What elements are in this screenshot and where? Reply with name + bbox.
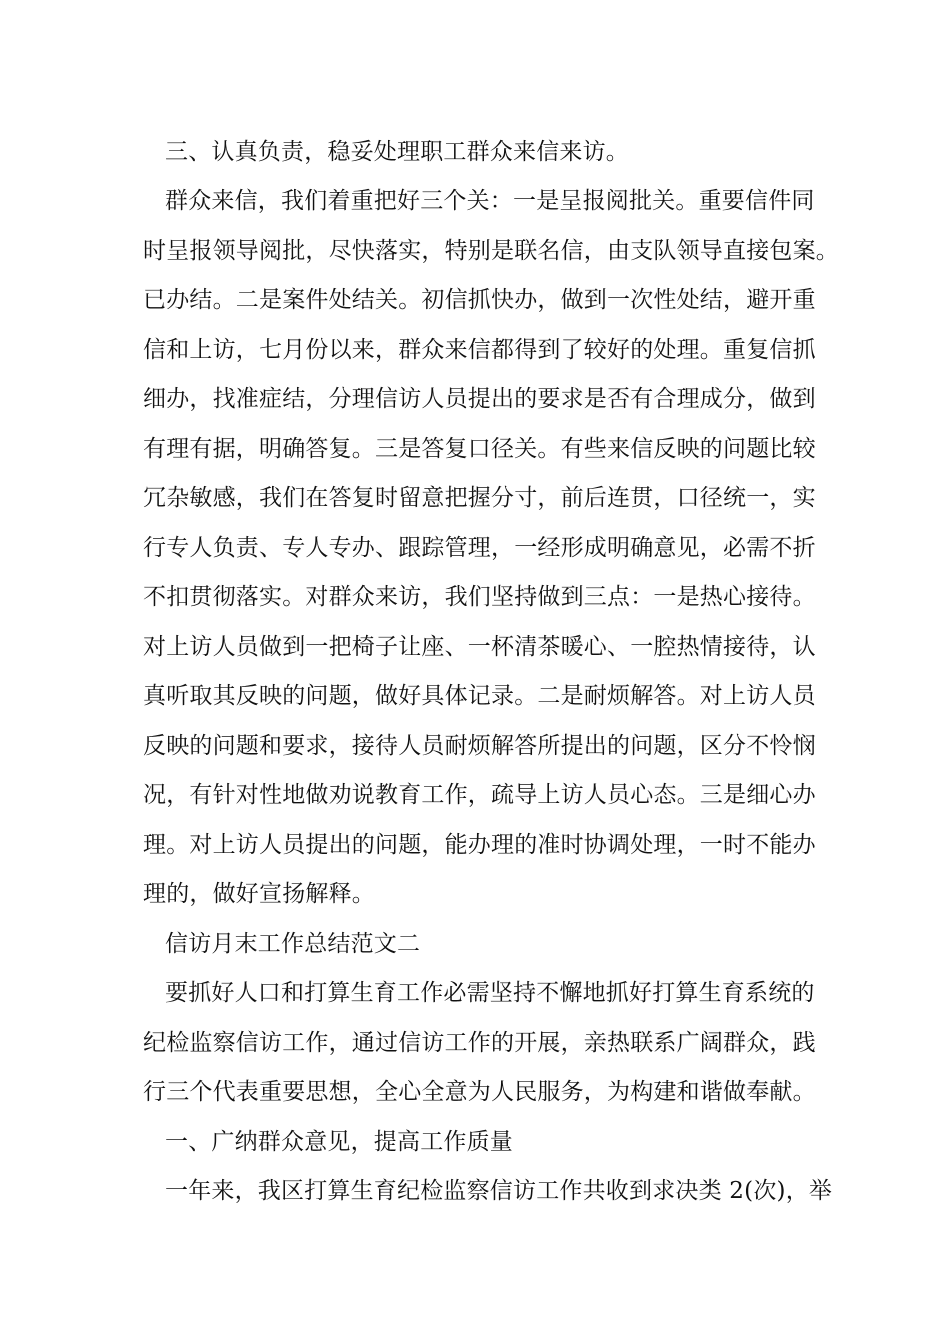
paragraph-line: 冗杂敏感，我们在答复时留意把握分寸，前后连贯，口径统一，实	[143, 485, 816, 511]
paragraph-line: 况，有针对性地做劝说教育工作，疏导上访人员心态。三是细心办	[143, 782, 816, 808]
paragraph-line: 不扣贯彻落实。对群众来访，我们坚持做到三点：一是热心接待。	[143, 584, 816, 610]
paragraph-line: 时呈报领导阅批，尽快落实，特别是联名信，由支队领导直接包案。	[143, 238, 839, 264]
paragraph-line: 行专人负责、专人专办、跟踪管理，一经形成明确意见，必需不折	[143, 535, 816, 561]
paragraph-line: 要抓好人口和打算生育工作必需坚持不懈地抓好打算生育系统的	[165, 980, 815, 1006]
paragraph-line: 一年来，我区打算生育纪检监察信访工作共收到求决类 2(次)，举	[165, 1178, 833, 1204]
paragraph-line: 反映的问题和要求，接待人员耐烦解答所提出的问题，区分不怜悯	[143, 733, 816, 759]
section-heading: 一、广纳群众意见，提高工作质量	[165, 1129, 513, 1155]
paragraph-line: 理的，做好宣扬解释。	[143, 881, 375, 907]
paragraph-line: 信和上访，七月份以来，群众来信都得到了较好的处理。重复信抓	[143, 337, 816, 363]
paragraph-line: 有理有据，明确答复。三是答复口径关。有些来信反映的问题比较	[143, 436, 816, 462]
paragraph-line: 对上访人员做到一把椅子让座、一杯清茶暖心、一腔热情接待，认	[143, 634, 816, 660]
paragraph-line: 群众来信，我们着重把好三个关：一是呈报阅批关。重要信件同	[165, 188, 815, 214]
paragraph-line: 已办结。二是案件处结关。初信抓快办，做到一次性处结，避开重	[143, 287, 816, 313]
paragraph-line: 细办，找准症结，分理信访人员提出的要求是否有合理成分，做到	[143, 386, 816, 412]
section-heading: 三、认真负责，稳妥处理职工群众来信来访。	[165, 139, 629, 165]
paragraph-line: 理。对上访人员提出的问题，能办理的准时协调处理，一时不能办	[143, 832, 816, 858]
document-title: 信访月末工作总结范文二	[165, 931, 421, 957]
paragraph-line: 真听取其反映的问题，做好具体记录。二是耐烦解答。对上访人员	[143, 683, 816, 709]
paragraph-line: 纪检监察信访工作，通过信访工作的开展，亲热联系广阔群众，践	[143, 1030, 816, 1056]
paragraph-line: 行三个代表重要思想，全心全意为人民服务，为构建和谐做奉献。	[143, 1079, 816, 1105]
